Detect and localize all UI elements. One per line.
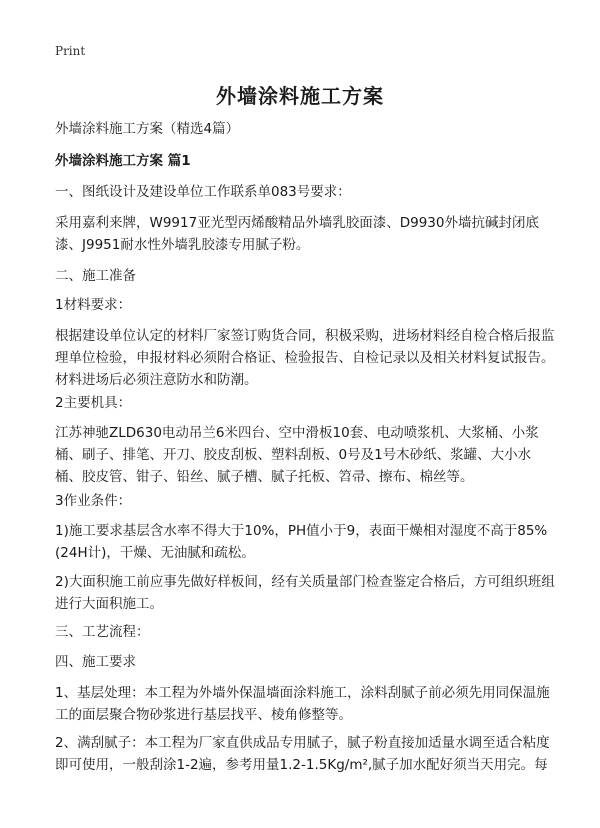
paragraph-condition-2: 2)大面积施工前应事先做好样板间，经有关质量部门检查鉴定合格后，方可组织班组进行大面积施工。 [55,574,555,612]
paragraph-tools-list: 江苏神驰ZLD630电动吊兰6米四台、空中滑板10套、电动喷浆机、大浆桶、小浆桶、刷子、排笔、开刀、胶皮刮板、塑料刮板、0号及1号木砂纸、浆罐、大小水桶、胶皮管、钳子、铅丝、腻子槽、腻子托板、笤帚、擦布、棉丝等。 [55,425,539,485]
paragraph-base-treatment: 1、基层处理：本工程为外墙外保温墙面涂料施工，涂料刮腻子前必须先用同保温施工的面层聚合物砂浆进行基层找平、棱角修整等。 [55,685,550,723]
paragraph-work-conditions-heading: 3作业条件： [55,493,132,509]
paragraph-preparation-heading: 二、施工准备 [55,268,136,284]
paragraph-material-requirements: 根据建设单位认定的材料厂家签订购货合同，积极采购，进场材料经自检合格后报监理单位检验，申报材料必须附合格证、检验报告、自检记录以及相关材料复试报告。材料进场后必须注意防水和防潮。 [55,328,555,388]
paragraph-tools-heading: 2主要机具： [55,395,132,411]
paragraph-construction-requirements-heading: 四、施工要求 [55,654,136,670]
paragraph-condition-1: 1)施工要求基层含水率不得大于10%，PH值小于9，表面干燥相对湿度不高于85%(24H计)，干燥、无油腻和疏松。 [55,523,548,561]
paragraph-putty: 2、满刮腻子：本工程为厂家直供成品专用腻子，腻子粉直接加适量水调至适合粘度即可使用，一般刮涂1-2遍，参考用量1.2-1.5Kg/m²,腻子加水配好须当天用完。每 [55,735,550,773]
paragraph-requirements-heading: 一、图纸设计及建设单位工作联系单083号要求： [55,184,351,200]
section-title: 外墙涂料施工方案 篇1 [55,153,191,169]
paragraph-process-heading: 三、工艺流程： [55,624,150,640]
document-title: 外墙涂料施工方案 [216,84,384,108]
print-label: Print [55,44,86,58]
document-subtitle: 外墙涂料施工方案（精选4篇） [55,121,240,137]
paragraph-materials-brand: 采用嘉利来牌，W9917亚光型丙烯酸精品外墙乳胶面漆、D9930外墙抗碱封闭底漆、J9951耐水性外墙乳胶漆专用腻子粉。 [55,215,539,253]
paragraph-material-requirements-heading: 1材料要求： [55,297,132,313]
